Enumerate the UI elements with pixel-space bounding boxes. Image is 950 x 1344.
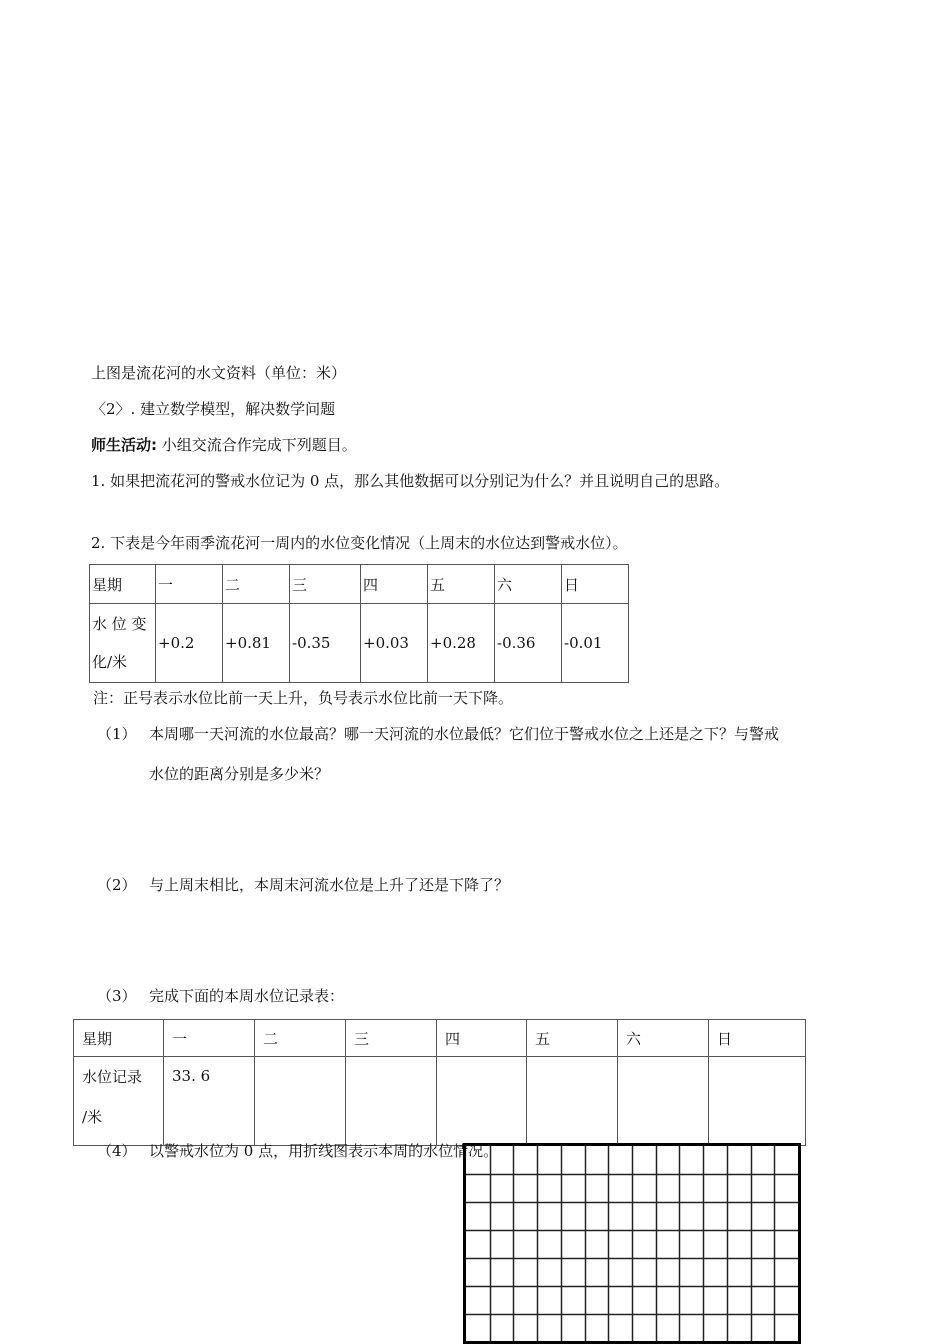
subquestion-4-number: （4） — [97, 1142, 137, 1160]
value-cell[interactable] — [709, 1057, 806, 1146]
header-cell: 四 — [361, 565, 428, 604]
header-cell: 六 — [618, 1020, 709, 1057]
intro-text: 上图是流花河的水文资料（单位：米） — [91, 364, 347, 382]
graph-paper-grid[interactable] — [463, 1143, 801, 1344]
subquestion-1-number: （1） — [97, 725, 137, 743]
activity-text: 小组交流合作完成下列题目。 — [157, 436, 357, 454]
subquestion-1-line1: 本周哪一天河流的水位最高？哪一天河流的水位最低？它们位于警戒水位之上还是之下？与警戒 — [149, 725, 780, 743]
header-cell: 六 — [495, 565, 562, 604]
value-cell[interactable] — [618, 1057, 709, 1146]
table-header-row — [74, 1020, 806, 1057]
row-label-cell — [74, 1057, 164, 1146]
section-heading: 〈2〉. 建立数学模型，解决数学问题 — [91, 400, 336, 418]
header-cell: 二 — [223, 565, 290, 604]
water-change-table — [89, 564, 629, 683]
subquestion-2-number: （2） — [97, 876, 137, 894]
table-row — [74, 1057, 806, 1146]
header-cell: 星期 — [90, 565, 156, 604]
header-cell: 星期 — [74, 1020, 164, 1057]
row-label-cell — [90, 604, 156, 683]
header-cell: 五 — [527, 1020, 618, 1057]
header-cell: 五 — [428, 565, 495, 604]
value-cell: +0.28 — [428, 604, 495, 683]
header-cell: 三 — [346, 1020, 437, 1057]
table-note: 注：正号表示水位比前一天上升，负号表示水位比前一天下降。 — [93, 689, 514, 707]
header-cell: 三 — [290, 565, 361, 604]
table-row — [90, 604, 629, 683]
water-record-table — [73, 1019, 806, 1146]
question-2: 2. 下表是今年雨季流花河一周内的水位变化情况（上周末的水位达到警戒水位）。 — [91, 534, 628, 552]
subquestion-3-text: 完成下面的本周水位记录表： — [149, 987, 345, 1005]
value-cell: -0.01 — [562, 604, 629, 683]
row-label-line: 水 位 变 — [92, 615, 147, 633]
header-cell: 二 — [255, 1020, 346, 1057]
header-cell: 四 — [437, 1020, 527, 1057]
value-cell: -0.36 — [495, 604, 562, 683]
value-cell: +0.2 — [156, 604, 223, 683]
value-cell[interactable] — [255, 1057, 346, 1146]
subquestion-4-text: 以警戒水位为 0 点，用折线图表示本周的水位情况。 — [149, 1142, 499, 1160]
header-cell: 日 — [709, 1020, 806, 1057]
value-cell: 33. 6 — [164, 1057, 255, 1146]
question-1: 1. 如果把流花河的警戒水位记为 0 点，那么其他数据可以分别记为什么？并且说明自己的思路。 — [91, 472, 730, 490]
value-cell[interactable] — [346, 1057, 437, 1146]
subquestion-3-number: （3） — [97, 987, 137, 1005]
subquestion-2-text: 与上周末相比，本周末河流水位是上升了还是下降了？ — [149, 876, 510, 894]
activity-line — [91, 435, 357, 455]
value-cell: +0.81 — [223, 604, 290, 683]
value-cell: -0.35 — [290, 604, 361, 683]
row-label-line: 化/米 — [92, 653, 128, 671]
header-cell: 日 — [562, 565, 629, 604]
activity-label: 师生活动: — [91, 436, 157, 454]
subquestion-1-line2: 水位的距离分别是多少米？ — [149, 765, 330, 783]
header-cell: 一 — [156, 565, 223, 604]
value-cell: +0.03 — [361, 604, 428, 683]
row-label-line: 水位记录 — [82, 1068, 143, 1086]
value-cell[interactable] — [437, 1057, 527, 1146]
header-cell: 一 — [164, 1020, 255, 1057]
row-label-line: /米 — [82, 1108, 103, 1126]
value-cell[interactable] — [527, 1057, 618, 1146]
table-header-row — [90, 565, 629, 604]
grid-lines — [466, 1146, 798, 1341]
